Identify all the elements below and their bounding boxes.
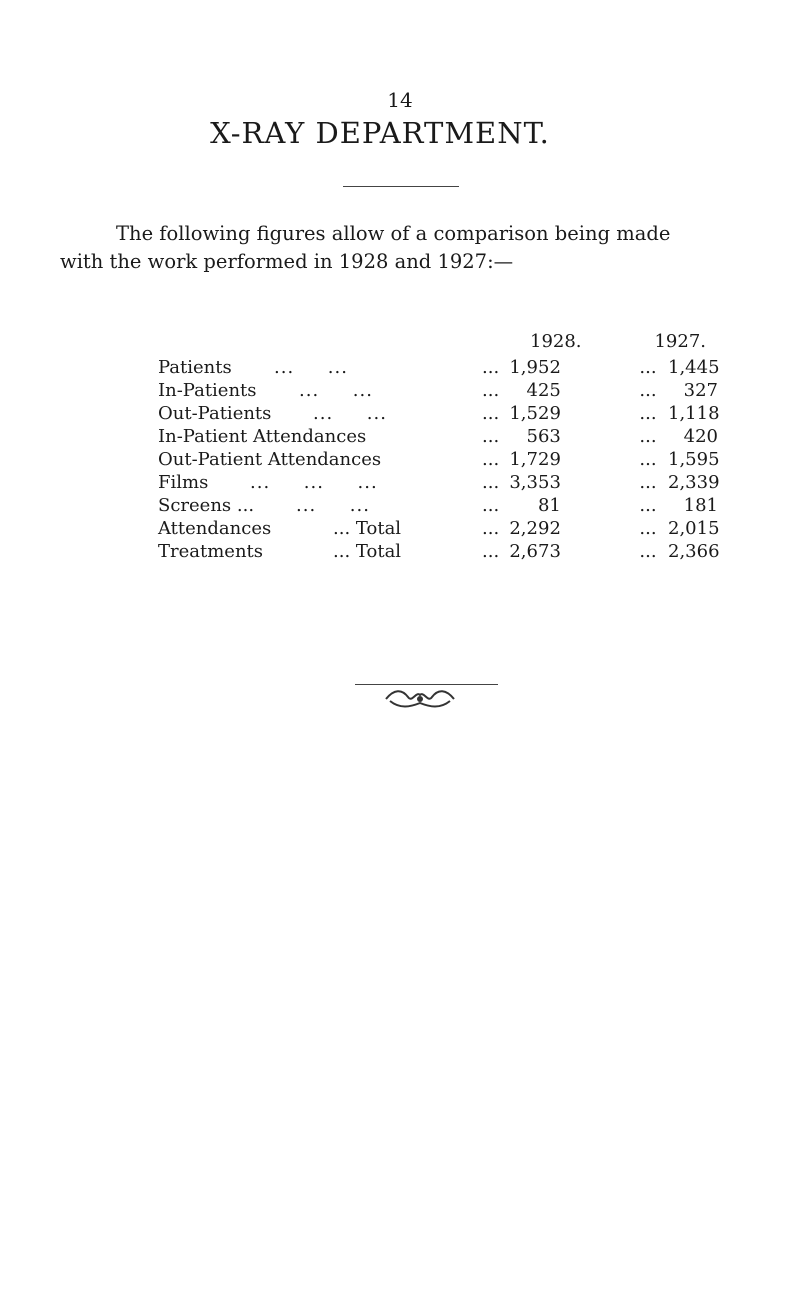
row-label: Patients xyxy=(158,357,232,378)
value-1927-number: 1,118 xyxy=(668,403,720,424)
row-label: Films xyxy=(158,472,209,493)
row-sublabel: ... Total xyxy=(333,518,402,539)
page-title: X-RAY DEPARTMENT. xyxy=(210,116,550,150)
comparison-table xyxy=(158,331,718,564)
header-1927: 1927. xyxy=(654,331,706,352)
table-header xyxy=(158,331,718,357)
leader-dots: ... ... ... xyxy=(250,472,412,493)
leader-dots: ... ... xyxy=(299,380,407,401)
value-1927 xyxy=(573,518,718,539)
value-1927 xyxy=(573,357,718,378)
value-1928-number: 425 xyxy=(526,380,561,401)
value-1927 xyxy=(573,495,718,516)
leader-dots: ... xyxy=(482,495,505,516)
value-1928-number: 81 xyxy=(537,495,561,516)
value-1927-number: 2,366 xyxy=(668,541,720,562)
leader-dots: ... xyxy=(639,357,668,378)
table-row xyxy=(158,518,718,541)
leader-dots: ... ... xyxy=(274,357,382,378)
leader-dots: ... xyxy=(482,357,505,378)
value-1928-number: 563 xyxy=(526,426,561,447)
row-label: In-Patients xyxy=(158,380,257,401)
value-1928-number: 3,353 xyxy=(509,472,561,493)
leader-dots: ... xyxy=(639,472,668,493)
value-1928-number: 1,529 xyxy=(509,403,561,424)
table-row xyxy=(158,403,718,426)
value-1928-number: 2,673 xyxy=(509,541,561,562)
value-1927 xyxy=(573,449,718,470)
leader-dots: ... xyxy=(482,518,505,539)
leader-dots: ... xyxy=(639,449,668,470)
value-1927 xyxy=(573,380,718,401)
end-divider xyxy=(355,684,498,685)
table-row xyxy=(158,426,718,449)
leader-dots: ... xyxy=(482,472,505,493)
row-label: Treatments xyxy=(158,541,264,562)
leader-dots: ... xyxy=(482,380,505,401)
intro-line-1: The following figures allow of a comparison being made xyxy=(116,222,671,245)
leader-dots: ... xyxy=(639,541,668,562)
leader-dots: ... xyxy=(482,403,505,424)
value-1927-number: 2,015 xyxy=(668,518,720,539)
leader-dots: ... xyxy=(639,426,668,447)
row-label: Attendances xyxy=(158,518,272,539)
table-row xyxy=(158,380,718,403)
table-row xyxy=(158,357,718,380)
intro-paragraph xyxy=(60,220,750,276)
table-row xyxy=(158,449,718,472)
row-label: Screens ... xyxy=(158,495,255,516)
value-1928-number: 1,729 xyxy=(509,449,561,470)
leader-dots: ... xyxy=(639,495,668,516)
value-1927-number: 2,339 xyxy=(668,472,720,493)
leader-dots: ... xyxy=(482,426,505,447)
row-label: In-Patient Attendances xyxy=(158,426,367,447)
leader-dots: ... ... xyxy=(296,495,404,516)
value-1927-number: 181 xyxy=(683,495,718,516)
value-1927-number: 327 xyxy=(683,380,718,401)
title-divider xyxy=(343,186,459,187)
value-1927-number: 1,445 xyxy=(668,357,720,378)
value-1927-number: 420 xyxy=(683,426,718,447)
row-sublabel: ... Total xyxy=(333,541,402,562)
header-1928: 1928. xyxy=(530,331,582,352)
value-1927 xyxy=(573,472,718,493)
page-number: 14 xyxy=(387,88,413,112)
intro-line-2: with the work performed in 1928 and 1927:— xyxy=(60,250,514,273)
leader-dots: ... xyxy=(482,449,505,470)
ornament-icon xyxy=(380,687,460,715)
leader-dots: ... xyxy=(482,541,505,562)
leader-dots: ... ... xyxy=(313,403,421,424)
table-row xyxy=(158,472,718,495)
value-1927 xyxy=(573,426,718,447)
leader-dots: ... xyxy=(639,403,668,424)
leader-dots: ... xyxy=(639,518,668,539)
table-row xyxy=(158,495,718,518)
value-1927 xyxy=(573,403,718,424)
value-1928-number: 2,292 xyxy=(509,518,561,539)
row-label: Out-Patients xyxy=(158,403,272,424)
table-row xyxy=(158,541,718,564)
value-1927 xyxy=(573,541,718,562)
leader-dots: ... xyxy=(639,380,668,401)
row-label: Out-Patient Attendances xyxy=(158,449,382,470)
value-1927-number: 1,595 xyxy=(668,449,720,470)
value-1928-number: 1,952 xyxy=(509,357,561,378)
